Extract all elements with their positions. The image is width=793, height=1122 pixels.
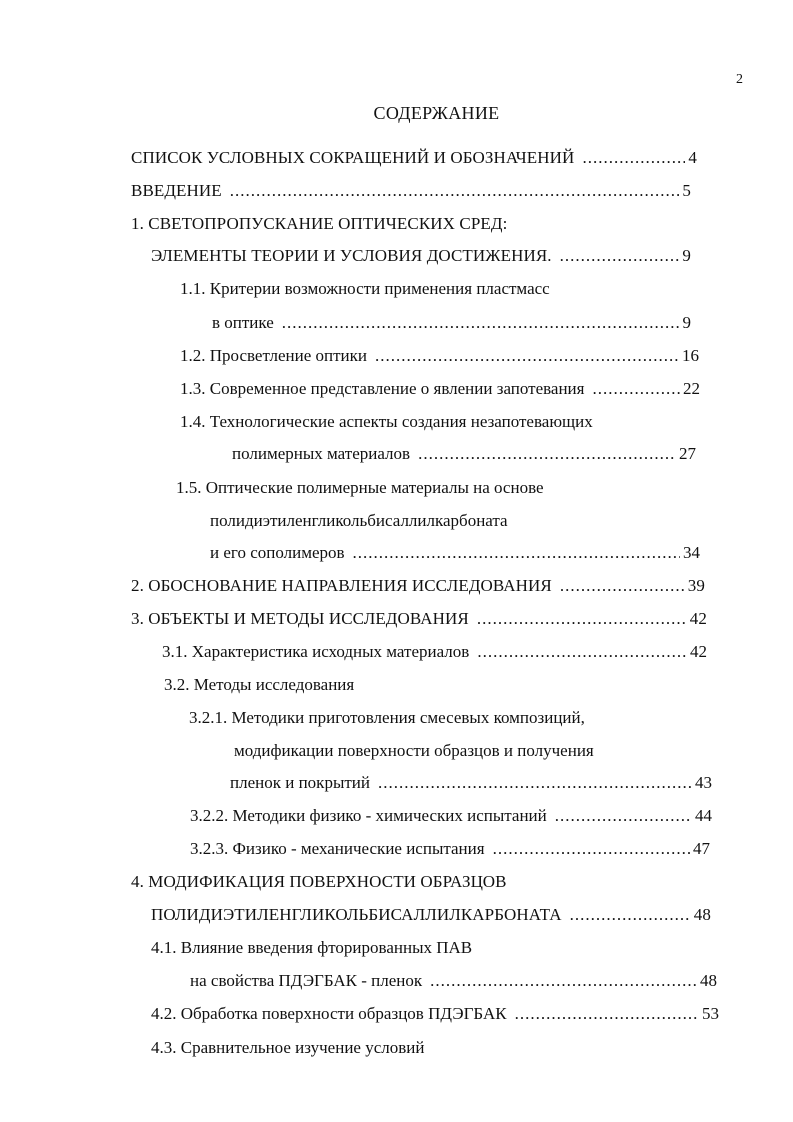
toc-entry-text: и его сополимеров	[210, 543, 345, 562]
toc-leader	[430, 970, 697, 992]
toc-entry-text: 1. СВЕТОПРОПУСКАНИЕ ОПТИЧЕСКИХ СРЕД:	[131, 214, 508, 233]
toc-entry	[234, 740, 594, 762]
toc-entry	[180, 411, 593, 433]
toc-entry	[151, 245, 691, 267]
toc-entry-text: ВВЕДЕНИЕ	[131, 181, 222, 200]
toc-entry-page: 5	[682, 181, 691, 200]
toc-entry-text: полимерных материалов	[232, 444, 411, 463]
toc-entry	[212, 312, 691, 334]
toc-entry-text: 4.1. Влияние введения фторированных ПАВ	[151, 938, 473, 957]
toc-entry-text: пленок и покрытий	[230, 773, 370, 792]
toc-entry	[180, 345, 699, 367]
toc-entry-text: на свойства ПДЭГБАК - пленок	[190, 971, 423, 990]
toc-entry	[131, 575, 705, 597]
toc-leader	[477, 641, 687, 663]
toc-entry-text: 3.2. Методы исследования	[164, 675, 355, 694]
toc-leader	[375, 345, 679, 367]
toc-entry	[176, 477, 544, 499]
toc-entry-page: 42	[690, 642, 707, 661]
toc-entry-page: 39	[687, 576, 705, 595]
toc-entry-page: 48	[700, 971, 717, 990]
toc-entry	[190, 970, 717, 992]
toc-entry	[131, 608, 707, 630]
toc-entry-text: 3.2.3. Физико - механические испытания	[190, 839, 485, 858]
toc-leader	[515, 1003, 699, 1025]
toc-entry-page: 47	[693, 839, 710, 858]
toc-entry	[131, 871, 507, 893]
toc-entry	[190, 805, 712, 827]
toc-entry-page: 34	[683, 543, 700, 562]
toc-entry	[164, 674, 354, 696]
toc-entry	[180, 278, 550, 300]
toc-entry-text: СПИСОК УСЛОВНЫХ СОКРАЩЕНИЙ И ОБОЗНАЧЕНИЙ	[131, 148, 575, 167]
toc-entry-page: 9	[682, 246, 691, 265]
toc-entry-text: ЭЛЕМЕНТЫ ТЕОРИИ И УСЛОВИЯ ДОСТИЖЕНИЯ.	[151, 246, 552, 265]
toc-entry-text: ПОЛИДИЭТИЛЕНГЛИКОЛЬБИСАЛЛИЛКАРБОНАТА	[151, 905, 562, 924]
toc-entry	[230, 772, 712, 794]
toc-entry	[190, 838, 710, 860]
toc-entry-text: 1.1. Критерии возможности применения пластмасс	[180, 279, 550, 298]
toc-leader	[493, 838, 690, 860]
toc-entry	[131, 213, 507, 235]
toc-leader	[592, 378, 680, 400]
toc-leader	[560, 575, 685, 597]
toc-entry	[180, 378, 700, 400]
toc-entry	[162, 641, 707, 663]
toc-entry-text: 1.3. Современное представление о явлении запотевания	[180, 379, 585, 398]
toc-entry-text: 2. ОБОСНОВАНИЕ НАПРАВЛЕНИЯ ИССЛЕДОВАНИЯ	[131, 576, 552, 595]
toc-entry-text: в оптике	[212, 313, 274, 332]
toc-entry-page: 4	[688, 148, 697, 167]
toc-leader	[230, 180, 680, 202]
toc-leader	[477, 608, 687, 630]
toc-leader	[353, 542, 680, 564]
page-number: 2	[736, 72, 743, 87]
toc-entry-text: 3. ОБЪЕКТЫ И МЕТОДЫ ИССЛЕДОВАНИЯ	[131, 609, 469, 628]
toc-entry-page: 48	[693, 905, 711, 924]
toc-entry	[151, 937, 472, 959]
toc-leader	[570, 904, 691, 926]
toc-entry	[189, 707, 585, 729]
toc-entry-text: 1.4. Технологические аспекты создания незапотевающих	[180, 412, 593, 431]
toc-leader	[560, 245, 680, 267]
toc-entry-text: модификации поверхности образцов и получения	[234, 741, 594, 760]
toc-entry-page: 22	[683, 379, 700, 398]
toc-entry-text: 4.2. Обработка поверхности образцов ПДЭГБАК	[151, 1004, 507, 1023]
toc-entry	[131, 180, 691, 202]
toc-entry	[131, 147, 697, 169]
toc-entry	[210, 510, 508, 532]
toc-entry-text: 3.2.2. Методики физико - химических испытаний	[190, 806, 547, 825]
toc-leader	[378, 772, 692, 794]
toc-entry-page: 43	[695, 773, 712, 792]
toc-entry-page: 27	[679, 444, 696, 463]
toc-entry	[232, 443, 696, 465]
toc-entry-text: 1.5. Оптические полимерные материалы на основе	[176, 478, 544, 497]
toc-entry-text: 4. МОДИФИКАЦИЯ ПОВЕРХНОСТИ ОБРАЗЦОВ	[131, 872, 507, 891]
toc-entry-text: полидиэтиленгликольбисаллилкарбоната	[210, 511, 508, 530]
toc-entry-page: 16	[682, 346, 699, 365]
toc-leader	[555, 805, 692, 827]
toc-entry	[151, 904, 711, 926]
toc-entry-text: 3.2.1. Методики приготовления смесевых композиций,	[189, 708, 585, 727]
toc-entry-page: 42	[689, 609, 707, 628]
toc-leader	[282, 312, 680, 334]
toc-entry-text: 1.2. Просветление оптики	[180, 346, 367, 365]
toc-entry	[210, 542, 700, 564]
toc-entry-page: 53	[702, 1004, 719, 1023]
toc-entry	[151, 1003, 719, 1025]
toc-leader	[582, 147, 685, 169]
toc-entry-page: 44	[695, 806, 712, 825]
toc-entry-page: 9	[682, 313, 691, 332]
toc-leader	[418, 443, 676, 465]
toc-entry-text: 4.3. Сравнительное изучение условий	[151, 1038, 425, 1057]
page-title: СОДЕРЖАНИЕ	[373, 103, 500, 123]
toc-entry-text: 3.1. Характеристика исходных материалов	[162, 642, 470, 661]
toc-entry	[151, 1037, 424, 1059]
